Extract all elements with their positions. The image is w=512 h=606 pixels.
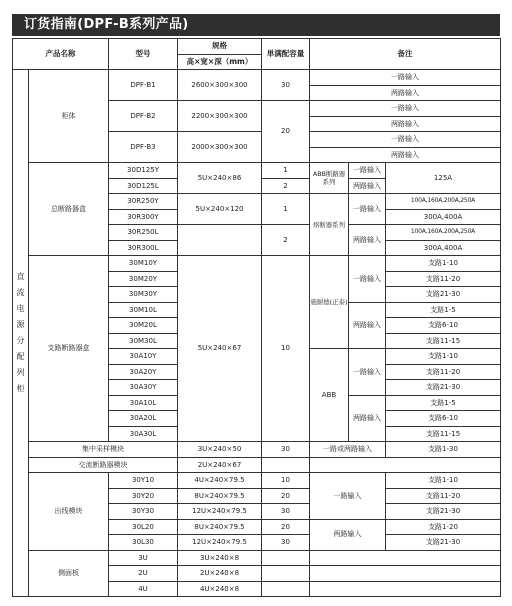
table-cell: 两路输入	[310, 147, 501, 163]
table-cell: 一路输入	[310, 70, 501, 86]
table-cell	[310, 566, 501, 582]
table-cell: 支路1-5	[386, 395, 501, 411]
table-cell	[262, 457, 310, 473]
table-cell: 两路输入	[349, 225, 386, 256]
table-cell: 2	[262, 225, 310, 256]
table-cell: DPF-B1	[109, 70, 178, 101]
table-cell: 支路1-20	[386, 519, 501, 535]
table-cell: 30M30L	[109, 333, 178, 349]
table-cell: 125A	[386, 163, 501, 194]
header-capacity: 単满配容量	[262, 39, 310, 70]
table-cell: 施耐德(正泰)	[310, 256, 349, 349]
branch-name: 支路断路器盒	[29, 256, 109, 442]
table-cell: 30A30Y	[109, 380, 178, 396]
header-model: 型号	[109, 39, 178, 70]
table-cell: 2000×300×300	[178, 132, 262, 163]
table-cell: 5U×240×120	[178, 194, 262, 225]
table-cell: 30	[262, 442, 310, 458]
output-name: 出线模块	[29, 473, 109, 551]
table-cell: 支路11-20	[386, 271, 501, 287]
table-cell: 1	[262, 163, 310, 179]
table-cell: 30A20Y	[109, 364, 178, 380]
table-cell: 30M10Y	[109, 256, 178, 272]
table-cell: 30	[262, 70, 310, 101]
page-title: 订货指南(DPF-B系列产品)	[24, 17, 189, 32]
table-cell: 1	[262, 194, 310, 225]
table-cell: 一路输入	[310, 101, 501, 117]
table-cell: 12U×240×79.5	[178, 504, 262, 520]
table-cell: 20	[262, 488, 310, 504]
table-cell: 一路输入	[310, 132, 501, 148]
table-cell: 支路1-30	[386, 442, 501, 458]
table-cell: 30L30	[109, 535, 178, 551]
table-cell: 熔断器系列	[310, 194, 349, 256]
table-cell: 一路输入	[349, 194, 386, 225]
order-guide-table	[12, 38, 501, 597]
table-cell: 3U×240×8	[178, 550, 262, 566]
header-remark: 备注	[310, 39, 501, 70]
table-cell: 30R250L	[109, 225, 178, 241]
table-cell: DPF-B3	[109, 132, 178, 163]
table-cell	[262, 566, 310, 582]
central-name: 集中采样模块	[29, 442, 178, 458]
table-cell: 30Y20	[109, 488, 178, 504]
table-cell	[310, 457, 501, 473]
table-cell: 20	[262, 101, 310, 163]
table-cell: 2	[262, 178, 310, 194]
table-cell: 30A10L	[109, 395, 178, 411]
table-cell: 8U×240×79.5	[178, 488, 262, 504]
table-cell: 12U×240×79.5	[178, 535, 262, 551]
header-name: 产品名称	[13, 39, 109, 70]
table-cell: 8U×240×79.5	[178, 519, 262, 535]
table-cell: 2U×240×67	[178, 457, 262, 473]
table-cell	[310, 581, 501, 597]
table-cell: 30D125Y	[109, 163, 178, 179]
table-cell: 一路输入	[349, 256, 386, 303]
table-cell: 30L20	[109, 519, 178, 535]
table-cell: 两路输入	[310, 519, 386, 550]
table-cell: 一路输入	[349, 349, 386, 396]
table-cell: 一路或两路输入	[310, 442, 386, 458]
table-cell: 300A,400A	[386, 240, 501, 256]
table-cell: 30Y30	[109, 504, 178, 520]
table-cell: 300A,400A	[386, 209, 501, 225]
table-cell: 30A20L	[109, 411, 178, 427]
table-cell: 30M20L	[109, 318, 178, 334]
table-cell: 30R250Y	[109, 194, 178, 210]
table-cell: 支路11-20	[386, 488, 501, 504]
table-cell: 30A30L	[109, 426, 178, 442]
side-panel-name: 侧面板	[29, 550, 109, 597]
table-cell: 10	[262, 473, 310, 489]
table-cell	[262, 581, 310, 597]
table-cell	[310, 550, 501, 566]
table-cell: 3U×240×50	[178, 442, 262, 458]
table-cell: 支路1-10	[386, 349, 501, 365]
table-cell: 30D125L	[109, 178, 178, 194]
table-cell: 2600×300×300	[178, 70, 262, 101]
table-cell: 支路21-30	[386, 380, 501, 396]
table-cell: DPF-B2	[109, 101, 178, 132]
table-cell: 4U	[109, 581, 178, 597]
table-cell: 支路11-20	[386, 364, 501, 380]
table-cell: 5U×240×86	[178, 163, 262, 194]
table-cell: ABB	[310, 349, 349, 442]
table-cell: 5U×240×67	[178, 256, 262, 442]
table-cell: 支路11-15	[386, 333, 501, 349]
table-cell: 30A10Y	[109, 349, 178, 365]
table-cell: 两路输入	[349, 395, 386, 442]
table-cell: 两路输入	[310, 116, 501, 132]
table-cell	[178, 225, 262, 256]
table-cell: 一路输入	[310, 473, 386, 520]
table-cell: 3U	[109, 550, 178, 566]
table-cell: 支路11-15	[386, 426, 501, 442]
table-cell: 30	[262, 535, 310, 551]
table-cell: 支路1-5	[386, 302, 501, 318]
table-cell: 两路输入	[310, 85, 501, 101]
table-cell: 2200×300×300	[178, 101, 262, 132]
table-cell: 100A,160A,200A,250A	[386, 194, 501, 210]
ac-breaker-name: 交流断路器模块	[29, 457, 178, 473]
table-cell: 支路6-10	[386, 318, 501, 334]
header-spec: 规格	[178, 39, 262, 55]
table-cell: 30M30Y	[109, 287, 178, 303]
table-cell: 30M20Y	[109, 271, 178, 287]
cabinet-name: 柜体	[29, 70, 109, 163]
table-cell: 30	[262, 504, 310, 520]
table-cell: 2U×240×8	[178, 566, 262, 582]
table-cell: 30R300Y	[109, 209, 178, 225]
table-cell: 支路21-30	[386, 535, 501, 551]
header-spec-sub: 高×宽×深（mm）	[178, 54, 262, 70]
table-cell: 支路1-10	[386, 256, 501, 272]
table-cell: 支路21-30	[386, 287, 501, 303]
table-cell: ABB断路器系列	[310, 163, 349, 194]
table-cell: 20	[262, 519, 310, 535]
table-cell: 4U×240×79.5	[178, 473, 262, 489]
table-cell: 4U×240×8	[178, 581, 262, 597]
table-cell: 100A,160A,200A,250A	[386, 225, 501, 241]
table-cell: 两路输入	[349, 302, 386, 349]
side-label: 直 流 电 源 分 配 列 柜	[13, 70, 29, 597]
table-cell: 支路21-30	[386, 504, 501, 520]
table-cell: 2U	[109, 566, 178, 582]
table-cell: 一路输入	[349, 163, 386, 179]
table-cell: 30M10L	[109, 302, 178, 318]
table-cell: 两路输入	[349, 178, 386, 194]
table-cell: 支路1-10	[386, 473, 501, 489]
table-cell: 支路6-10	[386, 411, 501, 427]
table-cell: 30Y10	[109, 473, 178, 489]
table-cell: 30R300L	[109, 240, 178, 256]
table-cell	[262, 550, 310, 566]
table-cell: 10	[262, 256, 310, 442]
main-breaker-name: 总断路器盒	[29, 163, 109, 256]
